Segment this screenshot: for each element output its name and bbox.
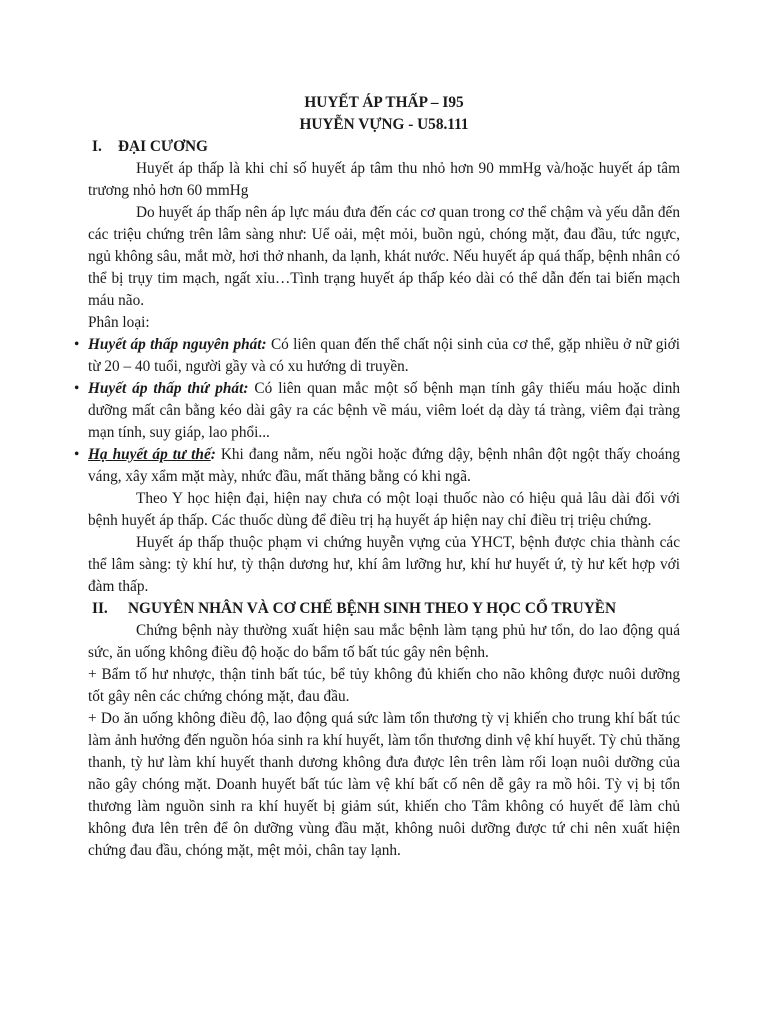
list-item-text: Có liên quan đến thể chất nội sinh của cơ thể, gặp nhiều ở nữ giới từ 20 – 40 tuổi, người gầy và có xu hướng di truyền. — [88, 336, 681, 375]
list-item — [74, 444, 680, 488]
classification-label: Phân loại: — [88, 314, 150, 331]
section-title: NGUYÊN NHÂN VÀ CƠ CHẾ BỆNH SINH THEO Y HỌC CỔ TRUYỀN — [128, 600, 617, 617]
bullet-icon: • — [74, 380, 80, 397]
list-item — [74, 378, 681, 444]
list-item-text: Khi đang nằm, nếu ngồi hoặc đứng dậy, bệnh nhân đột ngột thấy choáng váng, xây xẩm mặt mày, nhức đầu, mất thăng bằng có khi ngã. — [88, 446, 680, 485]
document-subtitle: HUYỄN VỰNG - U58.111 — [299, 116, 469, 133]
list-item-term: Hạ huyết áp tư thế — [88, 446, 211, 463]
bullet-icon: • — [74, 336, 80, 353]
list-item-text: Có liên quan mắc một số bệnh mạn tính gây thiếu máu hoặc dinh dưỡng mất cân bằng kéo dài gây ra các bệnh về máu, viêm loét dạ dày tá tràng, viêm đại tràng mạn tính, suy giáp, lao phổi... — [88, 380, 681, 441]
paragraph: + Do ăn uống không điều độ, lao động quá sức làm tổn thương tỳ vị khiến cho trung khí bất túc làm ảnh hưởng đến nguồn hóa sinh ra khí huyết, làm tổn thương dinh vệ khí huyết. Tỳ chủ thăng thanh, tỳ hư làm khí huyết thanh dương không đưa được lên trên làm rối loạn nuôi dưỡng của não gây chóng mặt. Doanh huyết bất túc làm vệ khí bất cố nên dễ gây ra mồ hôi. Tỳ vị bị tổn thương làm nguồn sinh ra khí huyết bị giảm sút, khiến cho Tâm không có huyết để làm chủ không đưa lên trên để ôn dưỡng vùng đầu mặt, không nuôi dưỡng được tứ chi nên xuất hiện chứng đau đầu, chóng mặt, mệt mỏi, chân tay lạnh. — [88, 710, 680, 859]
section-number: II. — [92, 600, 108, 617]
paragraph: Huyết áp thấp là khi chỉ số huyết áp tâm thu nhỏ hơn 90 mmHg và/hoặc huyết áp tâm trương nhỏ hơn 60 mmHg — [88, 160, 680, 199]
paragraph: Huyết áp thấp thuộc phạm vi chứng huyễn vựng của YHCT, bệnh được chia thành các thể lâm sàng: tỳ khí hư, tỳ thận dương hư, khí âm lưỡng hư, khí hư huyết ứ, tỳ hư kết hợp với đàm thấp. — [88, 534, 680, 595]
list-item-colon: : — [261, 336, 267, 353]
list-item — [74, 334, 681, 378]
document-title: HUYẾT ÁP THẤP – I95 — [304, 94, 464, 111]
classification-list — [74, 334, 681, 488]
paragraph: Theo Y học hiện đại, hiện nay chưa có một loại thuốc nào có hiệu quả lâu dài đối với bệnh huyết áp thấp. Các thuốc dùng để điều trị hạ huyết áp hiện nay chỉ điều trị triệu chứng. — [88, 490, 680, 529]
list-item-colon: : — [243, 380, 249, 397]
bullet-icon: • — [74, 446, 80, 463]
section-number: I. — [92, 138, 102, 155]
paragraph: + Bẩm tố hư nhược, thận tinh bất túc, bể tủy không đủ khiến cho não không được nuôi dưỡng tốt gây nên các chứng chóng mặt, đau đầu. — [88, 666, 680, 705]
paragraph: Chứng bệnh này thường xuất hiện sau mắc bệnh làm tạng phủ hư tổn, do lao động quá sức, ăn uống không điều độ hoặc do bẩm tố bất túc gây nên bệnh. — [88, 622, 680, 661]
list-item-colon: : — [210, 446, 216, 463]
paragraph: Do huyết áp thấp nên áp lực máu đưa đến các cơ quan trong cơ thể chậm và yếu dẫn đến các triệu chứng trên lâm sàng như: Uể oải, mệt mỏi, buồn ngủ, chóng mặt, đau đầu, tức ngực, ngủ không sâu, mắt mờ, hơi thở nhanh, da lạnh, khát nước. Nếu huyết áp quá thấp, bệnh nhân có thể bị trụy tim mạch, ngất xỉu…Tình trạng huyết áp thấp kéo dài có thể dẫn đến tai biến mạch máu não. — [88, 204, 680, 309]
section-heading-2 — [92, 598, 680, 620]
list-item-term: Huyết áp thấp nguyên phát — [88, 336, 262, 353]
section-heading-1 — [92, 136, 680, 158]
section-title: ĐẠI CƯƠNG — [118, 138, 208, 155]
list-item-term: Huyết áp thấp thứ phát — [88, 380, 244, 397]
